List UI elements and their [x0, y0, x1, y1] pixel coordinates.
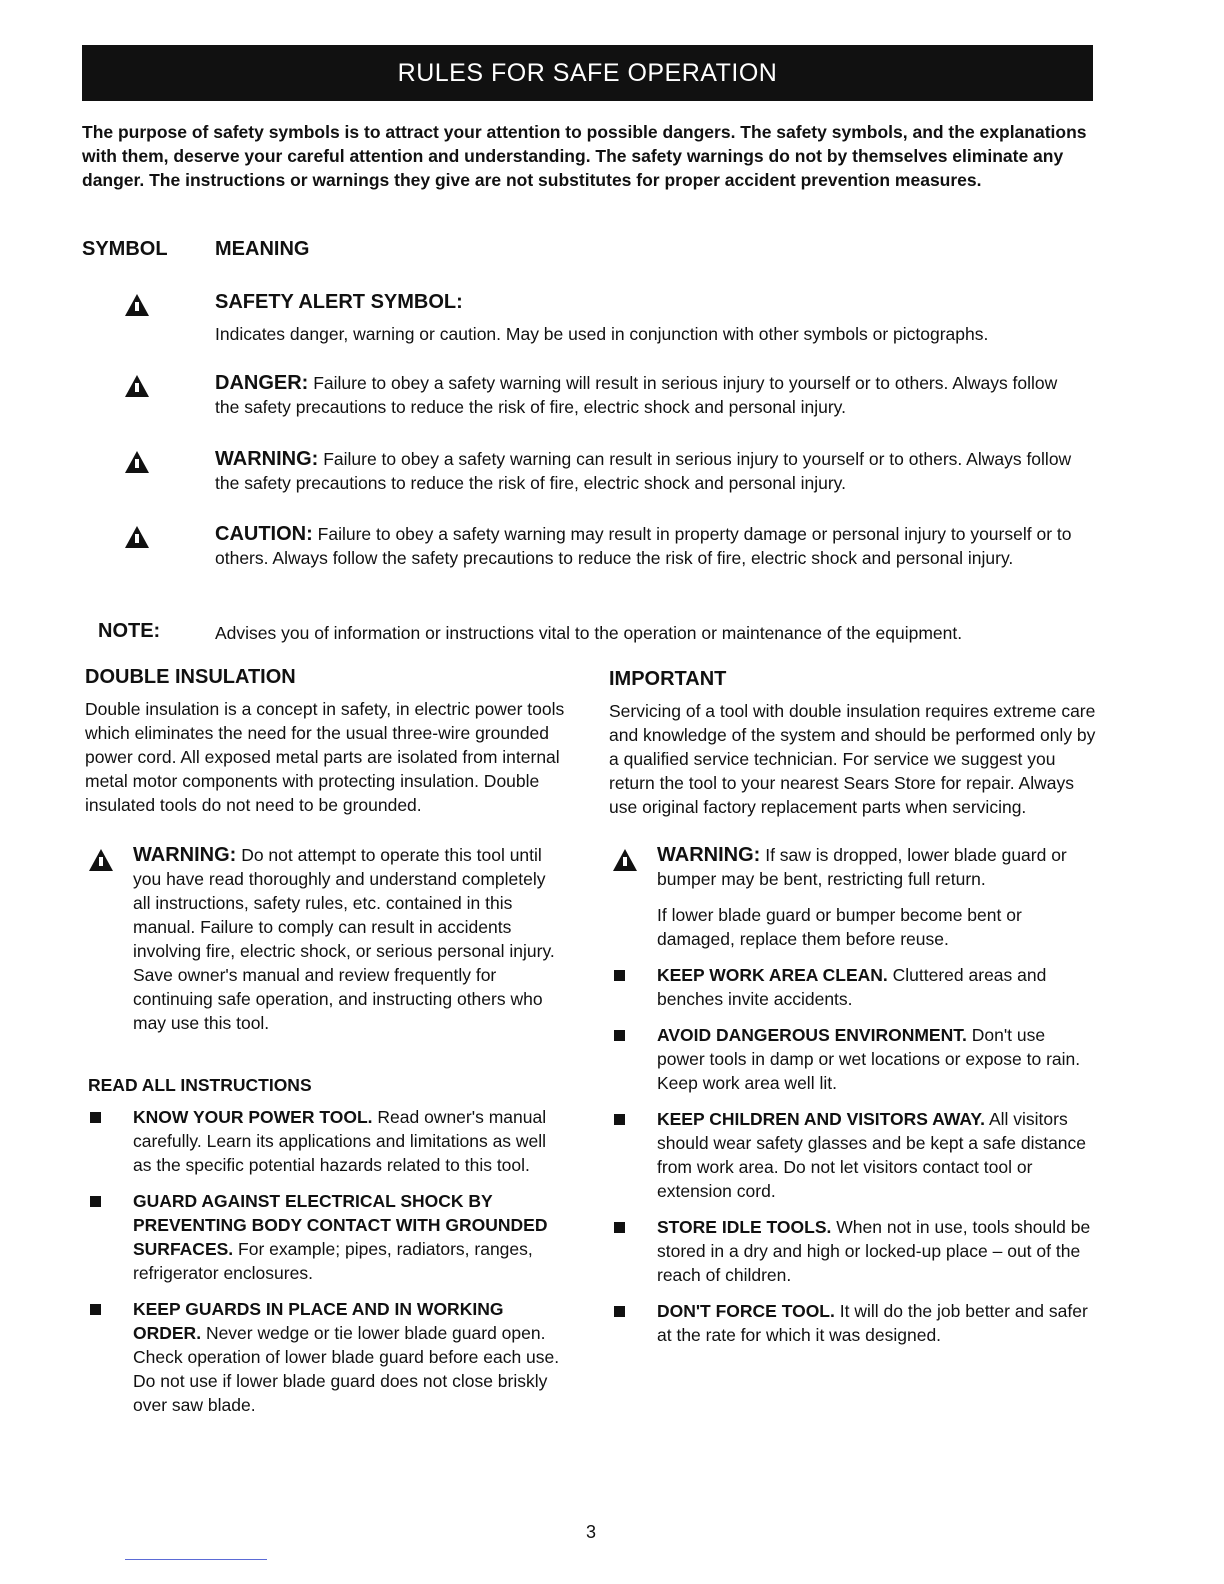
danger-label: DANGER: [215, 372, 309, 394]
list-item-text: When not in use, tools should be stored in a dry and high or locked-up place – out of the reach of children. [657, 1217, 1091, 1285]
list-item-text: For example; pipes, radiators, ranges, refrigerator enclosures. [133, 1239, 533, 1283]
warning-text: Failure to obey a safety warning can result in serious injury to yourself or to others. Always follow the safety precautions to reduce the risk of fire, electric shock and personal injury. [215, 449, 1072, 493]
list-item-title: AVOID DANGEROUS ENVIRONMENT. [657, 1025, 967, 1045]
page-number: 3 [586, 1522, 597, 1542]
list-item [609, 1023, 1097, 1095]
bullet-icon [614, 1114, 625, 1125]
bullet-icon [614, 1030, 625, 1041]
list-item [85, 1297, 565, 1417]
double-insulation-text: Double insulation is a concept in safety, in electric power tools which eliminates the need for the usual three-wire grounded power cord. All exposed metal parts are isolated from internal metal motor components with protecting insulation. Double insulated tools do not need to be grounded. [85, 699, 565, 815]
list-item-text: It will do the job better and safer at the rate for which it was designed. [657, 1301, 1088, 1345]
important-heading: IMPORTANT [609, 668, 727, 690]
footer-divider [125, 1559, 267, 1560]
caution-label: CAUTION: [215, 523, 313, 545]
bullet-icon [90, 1112, 101, 1123]
safety-alert-icon [125, 294, 149, 316]
bullet-icon [614, 1222, 625, 1233]
safety-alert-title: SAFETY ALERT SYMBOL: [215, 291, 463, 313]
right-warning-icon [613, 849, 637, 871]
caution-icon [125, 526, 149, 548]
list-item-title: STORE IDLE TOOLS. [657, 1217, 832, 1237]
double-insulation-heading: DOUBLE INSULATION [85, 666, 296, 688]
important-text: Servicing of a tool with double insulation requires extreme care and knowledge of the system and should be performed only by a qualified service technician. For service we suggest you return the tool to your nearest Sears Store for repair. Always use original factory replacement parts when servicing. [609, 701, 1096, 817]
bullet-icon [90, 1304, 101, 1315]
danger-text: Failure to obey a safety warning will result in serious injury to yourself or to others. Always follow the safety precautions to reduce the risk of fire, electric shock and personal injury. [215, 373, 1058, 417]
page-title: RULES FOR SAFE OPERATION [397, 58, 778, 87]
list-item-text: Cluttered areas and benches invite accidents. [657, 965, 1047, 1009]
left-column [85, 665, 565, 1429]
page-title-banner [82, 45, 1093, 101]
left-warning-block [85, 843, 565, 1035]
list-item [609, 1215, 1097, 1287]
left-warning-label: WARNING: [133, 844, 237, 866]
right-warning-block [609, 843, 1097, 951]
bullet-icon [90, 1196, 101, 1207]
warning-icon [125, 451, 149, 473]
list-item [85, 1189, 565, 1285]
left-warning-icon [89, 849, 113, 871]
list-item-title: KEEP GUARDS IN PLACE AND IN WORKING ORDER. [133, 1299, 504, 1343]
list-item-title: KNOW YOUR POWER TOOL. [133, 1107, 373, 1127]
list-item-text: All visitors should wear safety glasses and be kept a safe distance from work area. Do not let visitors contact tool or extension cord. [657, 1109, 1087, 1201]
bullet-icon [614, 1306, 625, 1317]
list-item-title: GUARD AGAINST ELECTRICAL SHOCK BY PREVENTING BODY CONTACT WITH GROUNDED SURFACES. [133, 1191, 548, 1259]
right-column [609, 667, 1097, 1359]
danger-icon [125, 375, 149, 397]
bullet-icon [614, 970, 625, 981]
intro-paragraph: The purpose of safety symbols is to attract your attention to possible dangers. The safety symbols, and the explanations with them, deserve your careful attention and understanding. The safety warnings do not by themselves eliminate any danger. The instructions or warnings they give are not substitutes for proper accident prevention measures. [82, 122, 1087, 190]
list-item-title: DON'T FORCE TOOL. [657, 1301, 835, 1321]
right-warning-followup: If lower blade guard or bumper become bent or damaged, replace them before reuse. [657, 905, 1022, 949]
caution-text: Failure to obey a safety warning may result in property damage or personal injury to yourself or to others. Always follow the safety precautions to reduce the risk of fire, electric shock and personal injury. [215, 524, 1072, 568]
list-item-title: KEEP CHILDREN AND VISITORS AWAY. [657, 1109, 986, 1129]
list-item-title: KEEP WORK AREA CLEAN. [657, 965, 888, 985]
list-item [85, 1105, 565, 1177]
meaning-column-header: MEANING [215, 238, 310, 260]
right-warning-text: If saw is dropped, lower blade guard or bumper may be bent, restricting full return. [657, 845, 1067, 889]
note-label: NOTE: [98, 620, 161, 642]
list-item-text: Don't use power tools in damp or wet locations or expose to rain. Keep work area well lit. [657, 1025, 1081, 1093]
list-item [609, 1107, 1097, 1203]
list-item-text: Read owner's manual carefully. Learn its applications and limitations as well as the specific potential hazards related to this tool. [133, 1107, 547, 1175]
list-item-text: Never wedge or tie lower blade guard open. Check operation of lower blade guard before each use. Do not use if lower blade guard does not close briskly over saw blade. [133, 1323, 560, 1415]
list-item [609, 1299, 1097, 1347]
right-warning-label: WARNING: [657, 844, 761, 866]
left-warning-text: Do not attempt to operate this tool until you have read thoroughly and understand completely all instructions, safety rules, etc. contained in this manual. Failure to comply can result in accidents involving fire, electric shock, or serious personal injury. Save owner's manual and review frequently for continuing safe operation, and instructing others who may use this tool. [133, 845, 555, 1033]
read-all-heading: READ ALL INSTRUCTIONS [88, 1075, 312, 1095]
safety-alert-text: Indicates danger, warning or caution. May be used in conjunction with other symbols or pictographs. [215, 324, 989, 344]
warning-label: WARNING: [215, 448, 319, 470]
note-text: Advises you of information or instructions vital to the operation or maintenance of the equipment. [215, 623, 963, 643]
symbol-column-header: SYMBOL [82, 238, 168, 260]
list-item [609, 963, 1097, 1011]
